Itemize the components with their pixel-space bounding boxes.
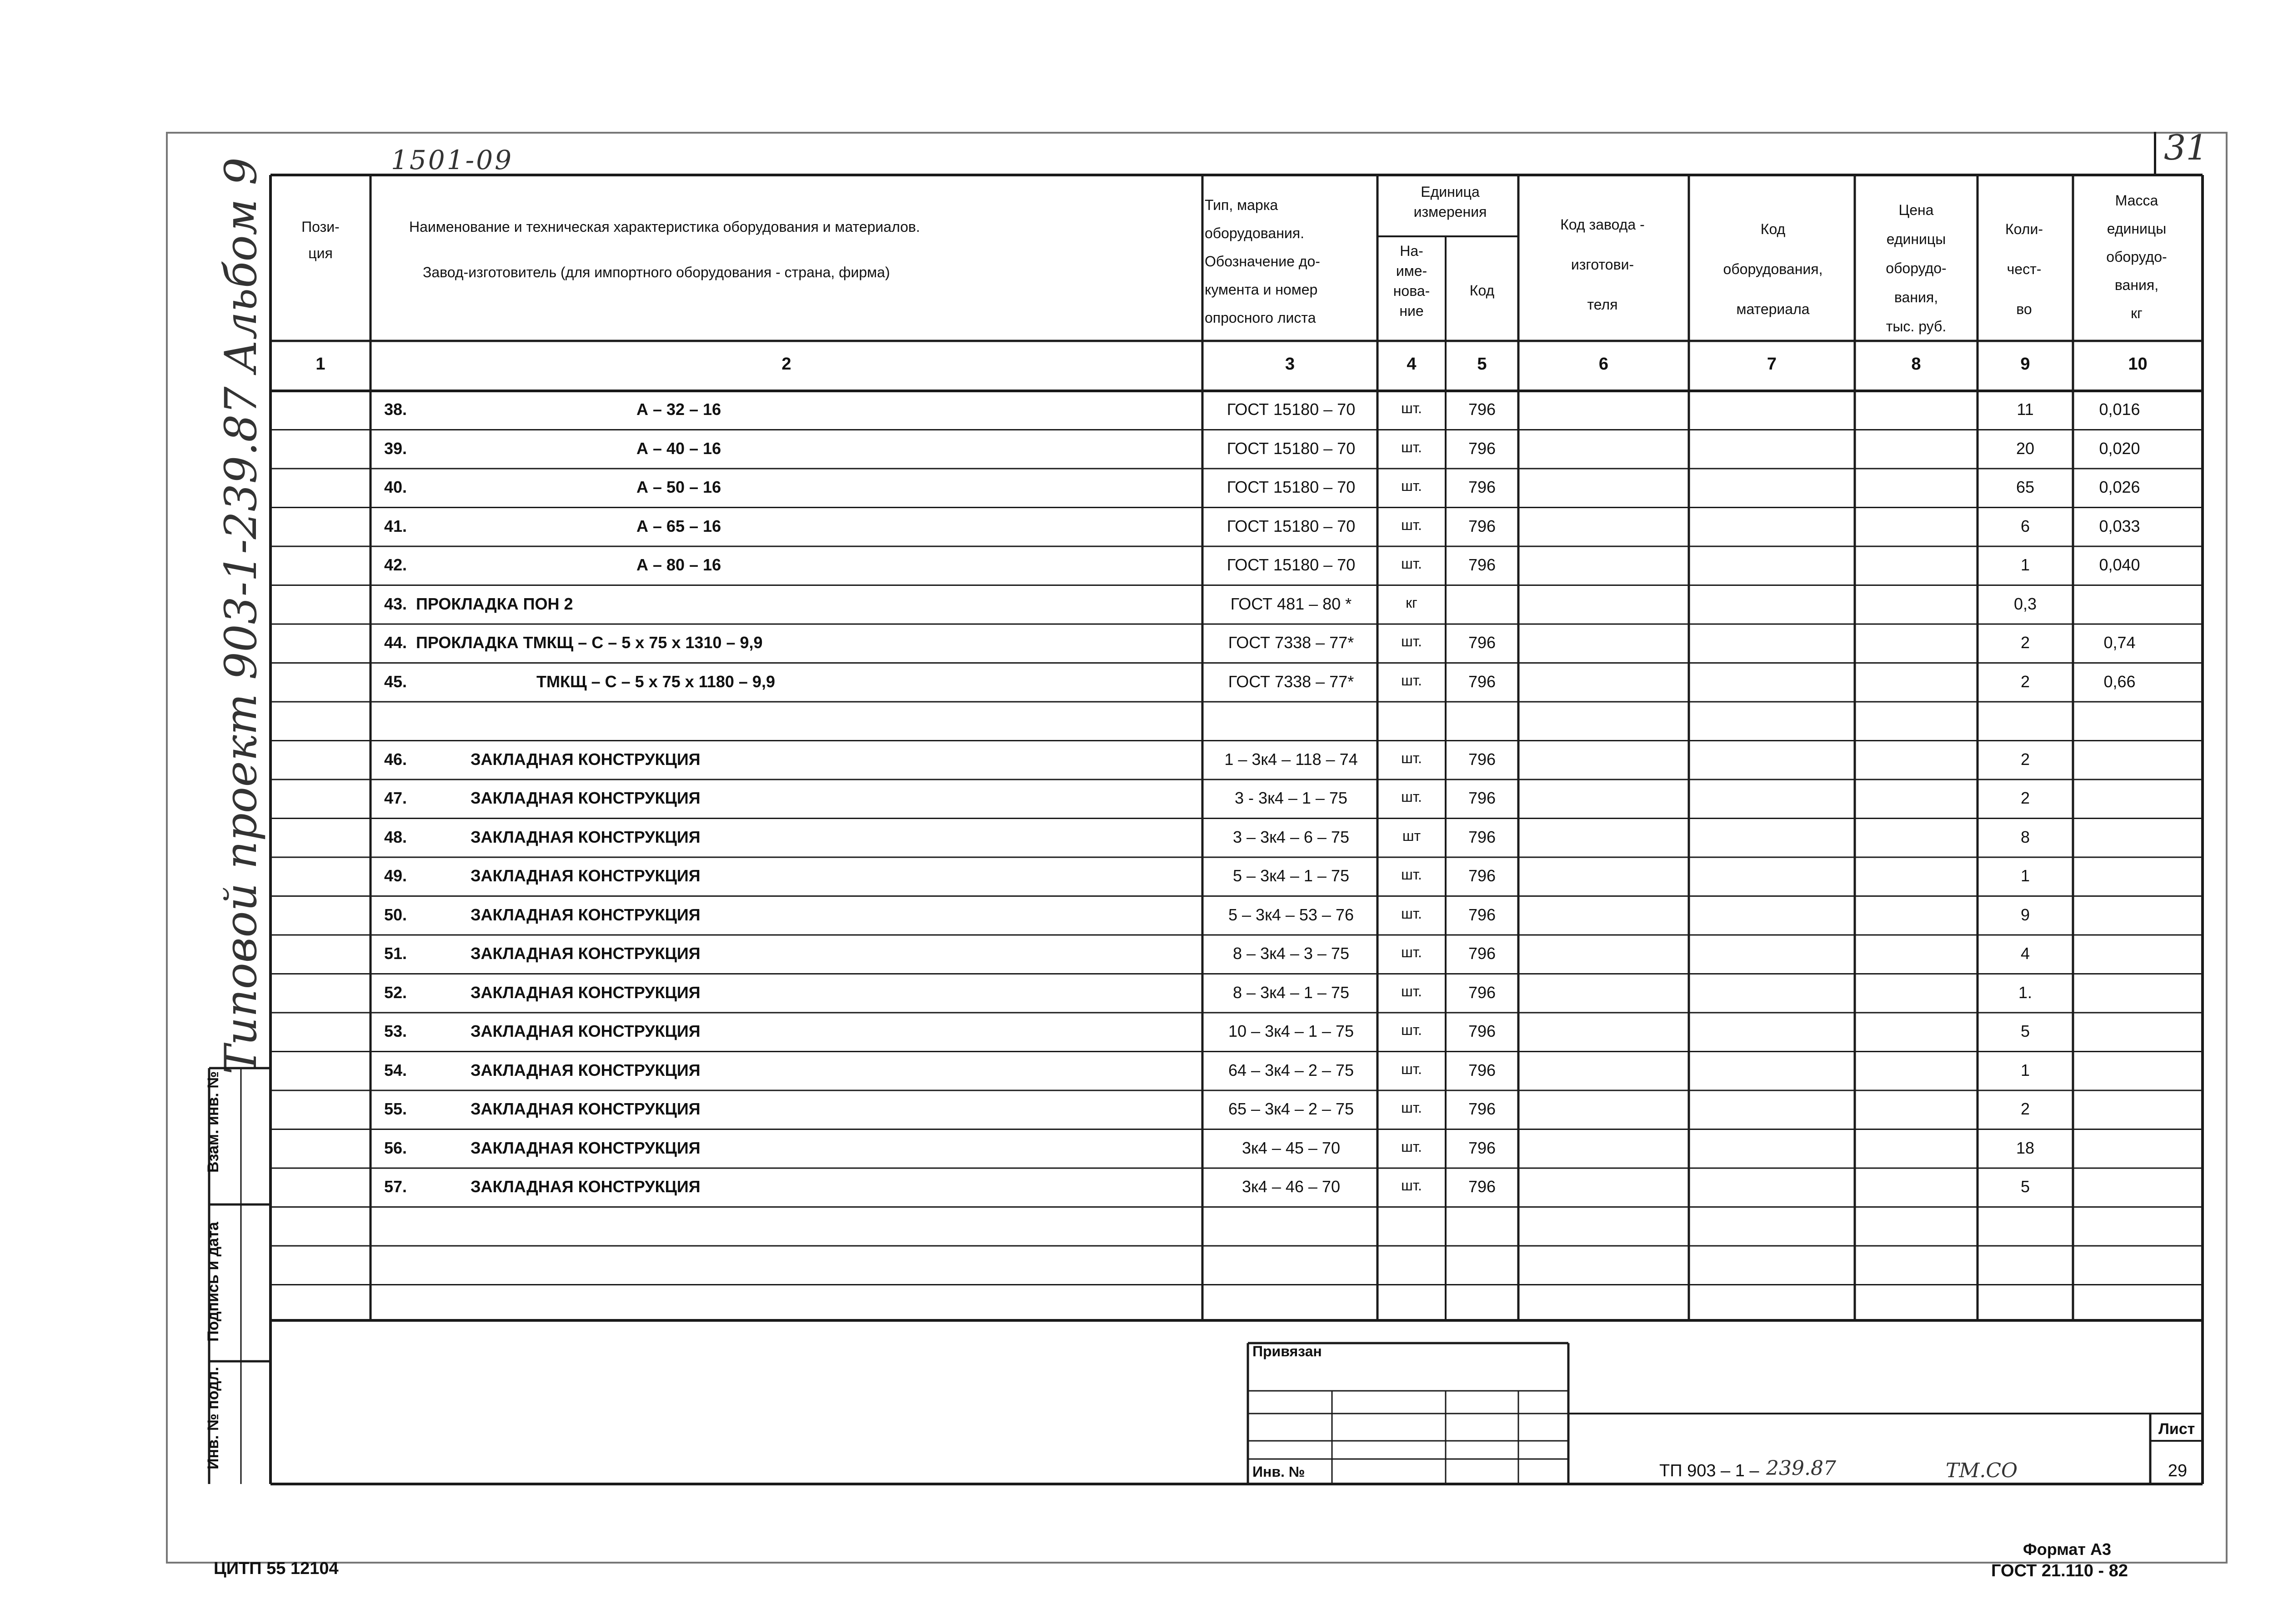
row-document: ГОСТ 15180 – 70 [1227,555,1356,574]
format-label: Формат А3 [2023,1540,2112,1559]
stamp-inventory-label: Инв. № подл. [205,1367,222,1469]
row-unit: шт. [1401,516,1422,533]
header-position: Пози- ция [301,219,340,261]
row-quantity: 6 [2020,516,2030,535]
row-position: 55. [384,1099,407,1118]
row-document: 5 – 3к4 – 53 – 76 [1228,905,1354,924]
row-name: ЗАКЛАДНАЯ КОНСТРУКЦИЯ [471,866,701,885]
row-mass: 0,66 [2103,672,2136,691]
row-position: 56. [384,1138,407,1157]
handwritten-code: 1501-09 [391,145,514,175]
row-document: 8 – 3к4 – 1 – 75 [1233,983,1349,1002]
row-unit-code: 796 [1468,750,1496,769]
row-unit: шт. [1401,400,1422,416]
row-document: 3 – 3к4 – 6 – 75 [1233,827,1349,846]
document-code-handwritten: 239.87 [1766,1457,1836,1480]
row-position: 41. [384,516,407,535]
row-name: А – 80 – 16 [636,555,721,574]
sheet-number: 29 [2168,1461,2188,1480]
row-quantity: 8 [2020,827,2030,846]
row-quantity: 4 [2020,944,2030,963]
row-document: 8 – 3к4 – 3 – 75 [1233,944,1349,963]
row-name: А – 32 – 16 [636,400,721,419]
row-mass: 0,020 [2099,439,2140,458]
column-number: 3 [1285,355,1295,374]
row-position: 44. [384,633,407,652]
row-unit: шт. [1401,1060,1422,1077]
row-document: 3к4 – 45 – 70 [1242,1138,1340,1157]
row-unit: шт. [1401,478,1422,494]
row-quantity: 18 [2016,1138,2035,1157]
sheet-label: Лист [2158,1420,2195,1438]
row-unit-code: 796 [1468,516,1496,535]
column-number: 8 [1911,355,1921,374]
row-unit: шт. [1401,944,1422,960]
row-unit-code: 796 [1468,944,1496,963]
row-document: ГОСТ 7338 – 77* [1228,633,1354,652]
row-quantity: 1 [2020,866,2030,885]
row-name: ЗАКЛАДНАЯ КОНСТРУКЦИЯ [471,789,701,807]
row-name: ЗАКЛАДНАЯ КОНСТРУКЦИЯ [471,1138,701,1157]
row-document: 5 – 3к4 – 1 – 75 [1233,866,1349,885]
row-unit: кг [1406,594,1417,611]
row-position: 40. [384,478,407,496]
row-position: 53. [384,1022,407,1040]
stamp-vzam-label: Взам. инв. № [205,1071,222,1173]
row-quantity: 65 [2016,478,2035,496]
header-factory-code: Код завода - изготови- теля [1560,216,1645,313]
row-unit-code: 796 [1468,827,1496,846]
column-number: 9 [2020,355,2030,374]
row-name: ПРОКЛАДКА ТМКЩ – С – 5 х 75 х 1310 – 9,9 [416,633,763,652]
stamp-signature-label: Подпись и дата [205,1222,222,1342]
row-unit: шт. [1401,866,1422,883]
header-quantity: Коли- чест- во [2005,221,2043,317]
document-code: ТП 903 – 1 – [1659,1461,1759,1480]
row-mass: 0,026 [2099,478,2140,496]
row-mass: 0,74 [2103,633,2136,652]
header-mass: Масса единицы оборудо- вания, кг [2106,192,2167,321]
vertical-project-title: Типовой проект 903-1-239.87 Альбом 9 [215,157,266,1074]
row-name: А – 40 – 16 [636,439,721,458]
row-unit: шт. [1401,983,1422,999]
header-name-line1: Наименование и техническая характеристика оборудования и материалов. [409,219,920,235]
row-mass: 0,016 [2099,400,2140,419]
row-name: ПРОКЛАДКА ПОН 2 [416,594,573,613]
row-document: ГОСТ 15180 – 70 [1227,439,1356,458]
row-quantity: 2 [2020,672,2030,691]
row-quantity: 0,3 [2013,594,2037,613]
row-document: 1 – 3к4 – 118 – 74 [1224,750,1358,769]
row-position: 39. [384,439,407,458]
row-unit: шт. [1401,633,1422,650]
column-number: 6 [1598,355,1609,374]
row-name: ТМКЩ – С – 5 х 75 х 1180 – 9,9 [536,672,775,691]
privyazan-label: Привязан [1252,1343,1322,1359]
row-document: ГОСТ 15180 – 70 [1227,478,1356,496]
row-position: 47. [384,789,407,807]
row-unit: шт. [1401,750,1422,766]
header-equipment-code: Код оборудования, материала [1723,221,1823,317]
column-number: 10 [2128,355,2148,374]
row-position: 51. [384,944,407,963]
row-unit-code: 796 [1468,1060,1496,1079]
row-quantity: 2 [2020,633,2030,652]
header-unit-name: На- име- нова- ние [1393,243,1430,319]
row-document: ГОСТ 15180 – 70 [1227,400,1356,419]
row-document: 3к4 – 46 – 70 [1242,1177,1340,1196]
row-position: 45. [384,672,407,691]
row-document: 64 – 3к4 – 2 – 75 [1228,1060,1354,1079]
header-name-line2: Завод-изготовитель (для импортного оборудования - страна, фирма) [423,264,890,280]
row-quantity: 11 [2017,400,2034,419]
header-price: Цена единицы оборудо- вания, тыс. руб. [1886,202,1947,335]
row-quantity: 9 [2020,905,2030,924]
row-quantity: 5 [2020,1022,2030,1040]
gost-standard: ГОСТ 21.110 - 82 [1991,1561,2128,1580]
header-unit-code: Код [1469,282,1495,299]
row-position: 57. [384,1177,407,1196]
row-unit-code: 796 [1468,633,1496,652]
column-number: 2 [781,355,791,374]
header-unit: Единица измерения [1413,184,1487,220]
row-unit-code: 796 [1468,866,1496,885]
row-unit: шт. [1401,1177,1422,1194]
row-unit-code: 796 [1468,1022,1496,1040]
row-name: ЗАКЛАДНАЯ КОНСТРУКЦИЯ [471,827,701,846]
row-document: 65 – 3к4 – 2 – 75 [1228,1099,1354,1118]
row-document: 3 - 3к4 – 1 – 75 [1235,789,1347,807]
row-name: ЗАКЛАДНАЯ КОНСТРУКЦИЯ [471,1177,701,1196]
row-document: ГОСТ 7338 – 77* [1228,672,1354,691]
row-position: 48. [384,827,407,846]
row-unit: шт. [1401,555,1422,572]
row-unit-code: 796 [1468,905,1496,924]
row-quantity: 2 [2020,789,2030,807]
row-unit: шт. [1401,789,1422,805]
row-unit: шт. [1401,905,1422,922]
row-unit: шт [1402,827,1421,844]
row-quantity: 1. [2018,983,2033,1002]
row-unit: шт. [1401,672,1422,689]
row-position: 49. [384,866,407,885]
row-unit-code: 796 [1468,478,1496,496]
row-unit-code: 796 [1468,1177,1496,1196]
row-position: 46. [384,750,407,769]
row-unit: шт. [1401,1138,1422,1155]
row-quantity: 5 [2020,1177,2030,1196]
row-unit-code: 796 [1468,672,1496,691]
row-unit-code: 796 [1468,1099,1496,1118]
row-name: ЗАКЛАДНАЯ КОНСТРУКЦИЯ [471,1099,701,1118]
row-name: ЗАКЛАДНАЯ КОНСТРУКЦИЯ [471,750,701,769]
row-position: 50. [384,905,407,924]
row-name: А – 65 – 16 [636,516,721,535]
document-suffix-handwritten: ТМ.СО [1946,1459,2018,1482]
column-number: 4 [1407,355,1417,374]
inventory-no-label: Инв. № [1252,1464,1305,1480]
row-quantity: 2 [2020,1099,2030,1118]
row-name: ЗАКЛАДНАЯ КОНСТРУКЦИЯ [471,905,701,924]
sheet-corner-number: 31 [2164,127,2208,168]
row-unit-code: 796 [1468,789,1496,807]
row-position: 43. [384,594,407,613]
row-name: ЗАКЛАДНАЯ КОНСТРУКЦИЯ [471,1060,701,1079]
row-unit-code: 796 [1468,400,1496,419]
row-unit: шт. [1401,439,1422,455]
column-number: 1 [315,355,325,374]
row-quantity: 1 [2020,555,2030,574]
row-quantity: 2 [2020,750,2030,769]
row-unit-code: 796 [1468,439,1496,458]
row-position: 54. [384,1060,407,1079]
footer-left-code: ЦИТП 55 12104 [214,1559,339,1578]
row-mass: 0,033 [2099,516,2140,535]
column-number: 5 [1477,355,1487,374]
row-position: 52. [384,983,407,1002]
header-type: Тип, марка оборудования. Обозначение до- кумента и номер опросного листа [1205,197,1320,326]
row-unit: шт. [1401,1099,1422,1116]
row-quantity: 1 [2020,1060,2030,1079]
row-quantity: 20 [2016,439,2035,458]
row-document: 10 – 3к4 – 1 – 75 [1228,1022,1354,1040]
row-name: ЗАКЛАДНАЯ КОНСТРУКЦИЯ [471,983,701,1002]
column-number: 7 [1767,355,1777,374]
row-unit-code: 796 [1468,983,1496,1002]
row-name: А – 50 – 16 [636,478,721,496]
row-unit: шт. [1401,1022,1422,1038]
row-unit-code: 796 [1468,1138,1496,1157]
row-position: 42. [384,555,407,574]
row-position: 38. [384,400,407,419]
row-document: ГОСТ 481 – 80 * [1230,594,1352,613]
row-document: ГОСТ 15180 – 70 [1227,516,1356,535]
row-mass: 0,040 [2099,555,2140,574]
row-unit-code: 796 [1468,555,1496,574]
row-name: ЗАКЛАДНАЯ КОНСТРУКЦИЯ [471,1022,701,1040]
row-name: ЗАКЛАДНАЯ КОНСТРУКЦИЯ [471,944,701,963]
